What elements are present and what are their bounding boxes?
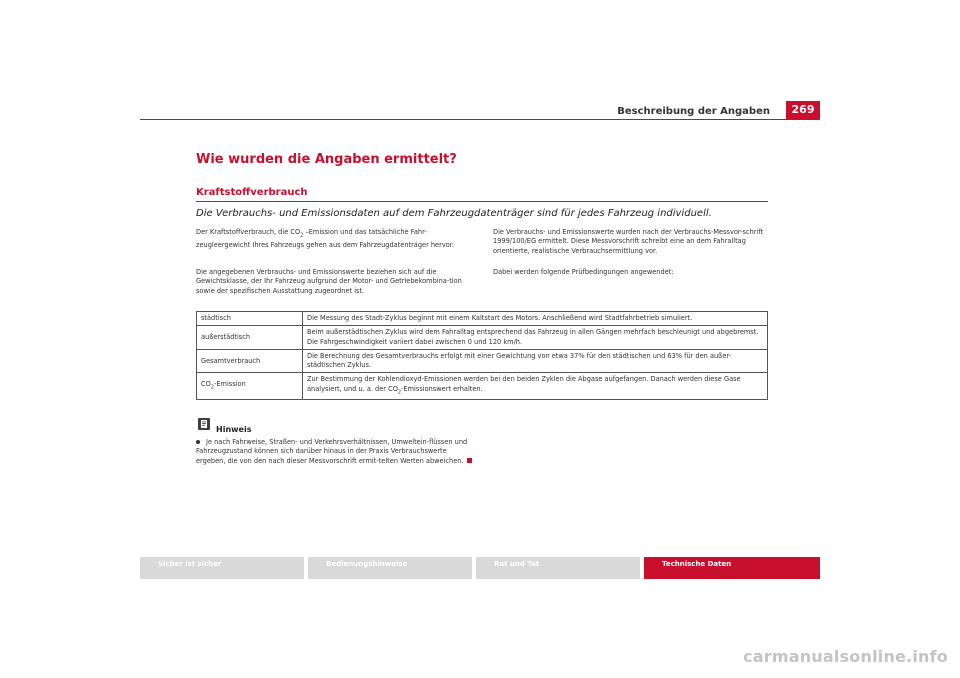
- subsection-title: Kraftstoffverbrauch: [196, 187, 308, 198]
- table-row: [197, 326, 768, 350]
- left-p1-after: –Emission und das tatsächliche Fahr-zeugleergewicht Ihres Fahrzeugs gehen aus dem Fahrzeugdatenträger hervor.: [196, 228, 454, 249]
- test-conditions-table: [196, 311, 768, 400]
- left-paragraph-2: Die angegebenen Verbrauchs- und Emissionswerte beziehen sich auf die Gewichtsklasse, der Ihr Fahrzeug aufgrund der Motor- und Getriebekombina-tion sowie der spezifischen Ausstattung zugeordnet ist.: [196, 268, 462, 295]
- table-term: städtisch: [197, 312, 303, 326]
- note-icon: [198, 418, 210, 430]
- table-term: [197, 373, 303, 400]
- right-paragraph-1: Die Verbrauchs- und Emissionswerte wurden nach der Verbrauchs-Messvor-schrift 1999/100/EG ermittelt. Diese Messvorschrift schreibt eine an dem Fahralltag orientierte, realistische Verbrauchsermittlung vor.: [493, 228, 764, 255]
- left-p1-sub: 2: [300, 232, 304, 239]
- table-desc: Die Messung des Stadt-Zyklus beginnt mit einem Kaltstart des Motors. Anschließend wird Stadtfahrbetrieb simuliert.: [303, 312, 768, 326]
- watermark: carmanualsonline.info: [743, 647, 948, 666]
- note-title: Hinweis: [216, 425, 252, 434]
- subsection-rule: [196, 201, 768, 202]
- co2-desc-after: -Emissionswert erhalten.: [401, 384, 483, 393]
- left-p1-before: Der Kraftstoffverbrauch, die CO: [196, 228, 301, 236]
- footer-tab-bedienung[interactable]: Bedienungshinweise: [308, 557, 472, 579]
- end-mark-icon: [467, 458, 472, 463]
- co2-desc-before: Zur Bestimmung der Kohlendioxyd-Emissionen werden bei den beiden Zyklen die Abgase aufgefangen. Danach werden diese Gase analysiert, und u. a. der CO: [307, 375, 741, 393]
- bullet-icon: [196, 440, 200, 444]
- table-row: [197, 349, 768, 373]
- footer-tab-sicher[interactable]: Sicher ist sicher: [140, 557, 304, 579]
- co2-term-after: -Emission: [213, 380, 246, 389]
- table-desc: [303, 373, 768, 400]
- header-title: Beschreibung der Angaben: [617, 106, 770, 117]
- co2-term-before: CO: [201, 380, 211, 389]
- table-term: Gesamtverbrauch: [197, 349, 303, 373]
- footer-tab-rat[interactable]: Rat und Tat: [476, 557, 640, 579]
- right-paragraph-2: Dabei werden folgende Prüfbedingungen angewendet:: [493, 268, 674, 276]
- co2-desc-sub: 2: [397, 389, 402, 396]
- note-body: [196, 438, 478, 466]
- lead-text: Die Verbrauchs- und Emissionsdaten auf dem Fahrzeugdatenträger sind für jedes Fahrzeug individuell.: [196, 208, 712, 219]
- table-row: [197, 373, 768, 400]
- section-title: Wie wurden die Angaben ermittelt?: [196, 152, 457, 167]
- table-term: außerstädtisch: [197, 326, 303, 350]
- left-paragraph-1: [196, 228, 478, 250]
- table-row: [197, 312, 768, 326]
- table-desc: Die Berechnung des Gesamtverbrauchs erfolgt mit einer Gewichtung von etwa 37% für den städtischen und 63% für den außer-städtischen Zyklus.: [303, 349, 768, 373]
- footer-tab-technische-daten[interactable]: Technische Daten: [644, 557, 820, 579]
- note-bullet-text: Je nach Fahrweise, Straßen- und Verkehrsverhältnissen, Umweltein-flüssen und Fahrzeugzustand können sich darüber hinaus in der Praxis Verbrauchswerte ergeben, die von den nach dieser Messvorschrift ermit-telten Werten abweichen.: [196, 438, 468, 465]
- page-number: 269: [786, 101, 820, 119]
- header-rule: [140, 119, 820, 120]
- co2-term-sub: 2: [210, 384, 214, 391]
- table-desc: Beim außerstädtischen Zyklus wird dem Fahralltag entsprechend das Fahrzeug in allen Gängen mehrfach beschleunigt und abgebremst. Die Fahrgeschwindigkeit variiert dabei zwischen 0 und 120 km/h.: [303, 326, 768, 350]
